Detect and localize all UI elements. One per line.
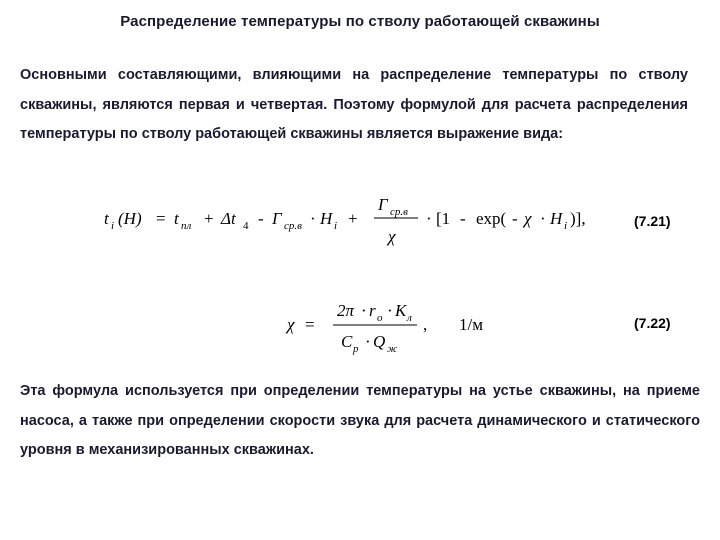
f1-H2: H bbox=[550, 209, 563, 228]
f2-num-K-sub: л bbox=[407, 312, 412, 324]
f2-num-2pi: 2π bbox=[337, 301, 355, 320]
page-title: Распределение температуры по стволу работающей скважины bbox=[120, 13, 600, 30]
f1-gamma: Г bbox=[272, 209, 282, 228]
f1-i: i bbox=[334, 220, 338, 232]
f1-minus3: - bbox=[512, 209, 518, 228]
f2-num-dot2: · bbox=[387, 301, 393, 320]
f1-frac-num-sub: ср.в bbox=[390, 206, 408, 218]
f1-t-pl: t bbox=[174, 209, 179, 228]
f2-num-r: r bbox=[369, 301, 376, 320]
f2-num-r-sub: о bbox=[377, 312, 383, 324]
f1-dot-b: · bbox=[426, 209, 432, 228]
f2-den-C: C bbox=[341, 332, 353, 351]
f1-exp: exp( bbox=[476, 209, 507, 228]
f2-den-C-sub: р bbox=[353, 343, 359, 355]
formula-7-22-svg bbox=[285, 293, 515, 363]
formula-7-22 bbox=[285, 293, 515, 368]
usage-paragraph: Эта формула используется при определении температуры на устье скважины, на приеме насоса, а также при определении скорости звука для расчета динамического и статического уровня в механизированных скважинах. bbox=[20, 383, 700, 458]
f1-dot: · bbox=[310, 209, 316, 228]
f1-lhs-H: (H) bbox=[118, 209, 142, 228]
f1-four: 4 bbox=[243, 220, 249, 232]
f1-lhs-t: t bbox=[104, 209, 109, 228]
f1-minus2: - bbox=[460, 209, 466, 228]
f1-frac-den-chi: χ bbox=[388, 227, 396, 246]
f1-close: )], bbox=[570, 209, 586, 228]
f1-i2: i bbox=[564, 220, 568, 232]
f2-den-Q: Q bbox=[373, 332, 386, 351]
intro-paragraph: Основными составляющими, влияющими на распределение температуры по стволу скважины, являются первая и четвертая. Поэтому формулой для расчета распределения температуры по стволу работающей скважины является выражение вида: bbox=[20, 67, 688, 142]
formula-7-21 bbox=[100, 180, 620, 265]
f1-gamma-sub: ср.в bbox=[284, 220, 302, 232]
f1-pl-sub: пл bbox=[181, 220, 192, 232]
f2-comma: , bbox=[423, 315, 428, 334]
f1-H: H bbox=[320, 209, 333, 228]
f1-delta: Δt bbox=[221, 209, 236, 228]
f1-minus: - bbox=[258, 209, 264, 228]
f2-unit: 1/м bbox=[459, 315, 483, 334]
f1-dot2: · bbox=[540, 209, 546, 228]
f2-num-K: K bbox=[395, 301, 407, 320]
f1-frac-num-gamma: Г bbox=[378, 195, 388, 214]
f1-plus1: + bbox=[204, 209, 214, 228]
f2-chi: χ bbox=[287, 315, 295, 334]
f2-den-Q-sub: ж bbox=[387, 343, 398, 355]
f1-plus2: + bbox=[348, 209, 358, 228]
f2-equals: = bbox=[305, 315, 315, 334]
equation-number-7-21: (7.21) bbox=[634, 213, 671, 229]
f1-chi: χ bbox=[524, 209, 532, 228]
f2-num-dot1: · bbox=[361, 301, 367, 320]
equation-number-7-22: (7.22) bbox=[634, 315, 671, 331]
formula-7-21-svg bbox=[100, 180, 620, 260]
f1-equals: = bbox=[156, 209, 166, 228]
f1-lhs-i: i bbox=[111, 220, 115, 232]
f1-bracket-open: [1 bbox=[436, 209, 451, 228]
f2-den-dot: · bbox=[365, 332, 371, 351]
